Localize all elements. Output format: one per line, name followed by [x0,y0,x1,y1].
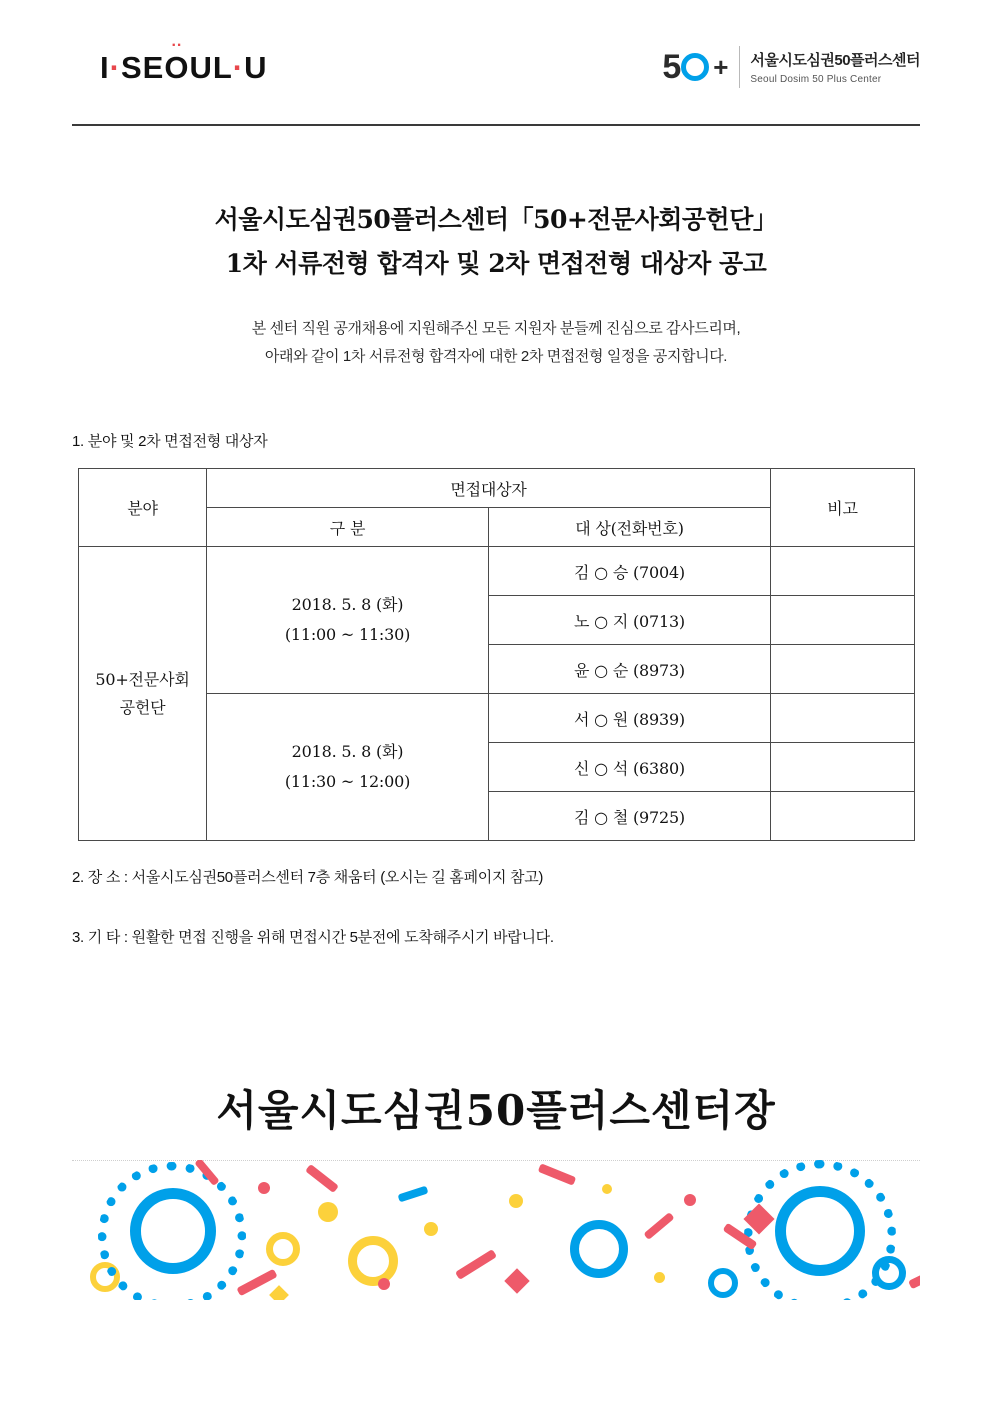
decor-dot [378,1278,390,1290]
header-division: 구 분 [207,508,489,547]
decor-ring [348,1236,398,1286]
slot-cell-2 [207,694,489,841]
page-title-line1: 서울시도심권50플러스센터「50+전문사회공헌단」 [214,205,778,234]
i-seoul-u-logo: I·SEO ··UL·U [100,50,267,86]
note-cell [771,645,915,694]
field-value [79,547,207,841]
field-value-line2: 공헌단 [119,697,166,717]
decor-dashed-ring [744,1160,896,1300]
section-2-location: 2. 장 소 : 서울시도심권50플러스센터 7층 채움터 (오시는 길 홈페이지 참고) [72,869,544,886]
note-cell [771,694,915,743]
field-value-line1: 50+전문사회 [95,669,190,689]
person-cell: 노 ○ 지 (0713) [489,596,771,645]
note-cell [771,743,915,792]
decor-dot [654,1272,665,1283]
decor-bar [305,1164,339,1193]
page-title-line2: 1차 서류전형 합격자 및 2차 면접전형 대상자 공고 [225,248,767,278]
decor-ring [708,1268,738,1298]
person-cell: 김 ○ 승 (7004) [489,547,771,596]
slot-1-date: 2018. 5. 8 (화) [291,595,404,615]
decor-bar [908,1264,920,1290]
person-cell: 김 ○ 철 (9725) [489,792,771,841]
decor-bar [643,1212,674,1240]
intro-line2: 아래와 같이 1차 서류전형 합격자에 대한 2차 면접전형 일정을 공지합니다. [264,347,728,365]
slot-cell-1 [207,547,489,694]
intro-paragraph [0,315,992,371]
decorative-footer [72,1160,920,1300]
slot-1-time: (11:00 ~ 11:30) [284,625,411,644]
person-cell: 신 ○ 석 (6380) [489,743,771,792]
interview-table [78,468,915,841]
decor-bar [397,1186,428,1203]
decor-dot [258,1182,270,1194]
page-title [0,198,992,286]
note-cell [771,596,915,645]
decor-ring [266,1232,300,1266]
decor-dot [318,1202,338,1222]
slot-2-date: 2018. 5. 8 (화) [291,742,404,762]
decor-dashed-ring [98,1162,246,1300]
decor-diamond [504,1268,529,1293]
document-header [72,40,920,124]
note-cell [771,547,915,596]
decor-diamond [269,1285,289,1300]
header-target: 대 상(전화번호) [489,508,771,547]
person-cell: 서 ○ 원 (8939) [489,694,771,743]
decor-dot [509,1194,523,1208]
center-name-ko: 서울시도심권50플러스센터 [750,52,920,69]
header-divider [72,124,920,126]
fifty-plus-logo [662,46,920,88]
center-name-block [739,46,920,88]
logo-digit-5: 5 [662,48,681,86]
signature-line: 서울시도심권50플러스센터장 [216,1086,776,1135]
slot-2-time: (11:30 ~ 12:00) [284,772,411,791]
section-1-heading: 1. 분야 및 2차 면접전형 대상자 [72,433,268,450]
decor-dot [602,1184,612,1194]
header-interviewee: 면접대상자 [207,469,771,508]
decor-dot [684,1194,696,1206]
center-name-en: Seoul Dosim 50 Plus Center [750,74,882,85]
table-row [79,547,915,596]
person-cell: 윤 ○ 순 (8973) [489,645,771,694]
decor-bar [455,1249,497,1280]
header-field: 분야 [79,469,207,547]
fifty-plus-mark [662,50,727,84]
section-3-other: 3. 기 타 : 원활한 면접 진행을 위해 면접시간 5분전에 도착해주시기 바랍니다. [72,929,554,946]
decor-ring [570,1220,628,1278]
decor-dot [424,1222,438,1236]
intro-line1: 본 센터 직원 공개채용에 지원해주신 모든 지원자 분들께 진심으로 감사드리며, [251,320,741,337]
ring-icon [681,53,709,81]
header-note: 비고 [771,469,915,547]
plus-icon: + [713,52,728,82]
table-header-row-1 [79,469,915,508]
decor-bar [538,1163,577,1186]
note-cell [771,792,915,841]
